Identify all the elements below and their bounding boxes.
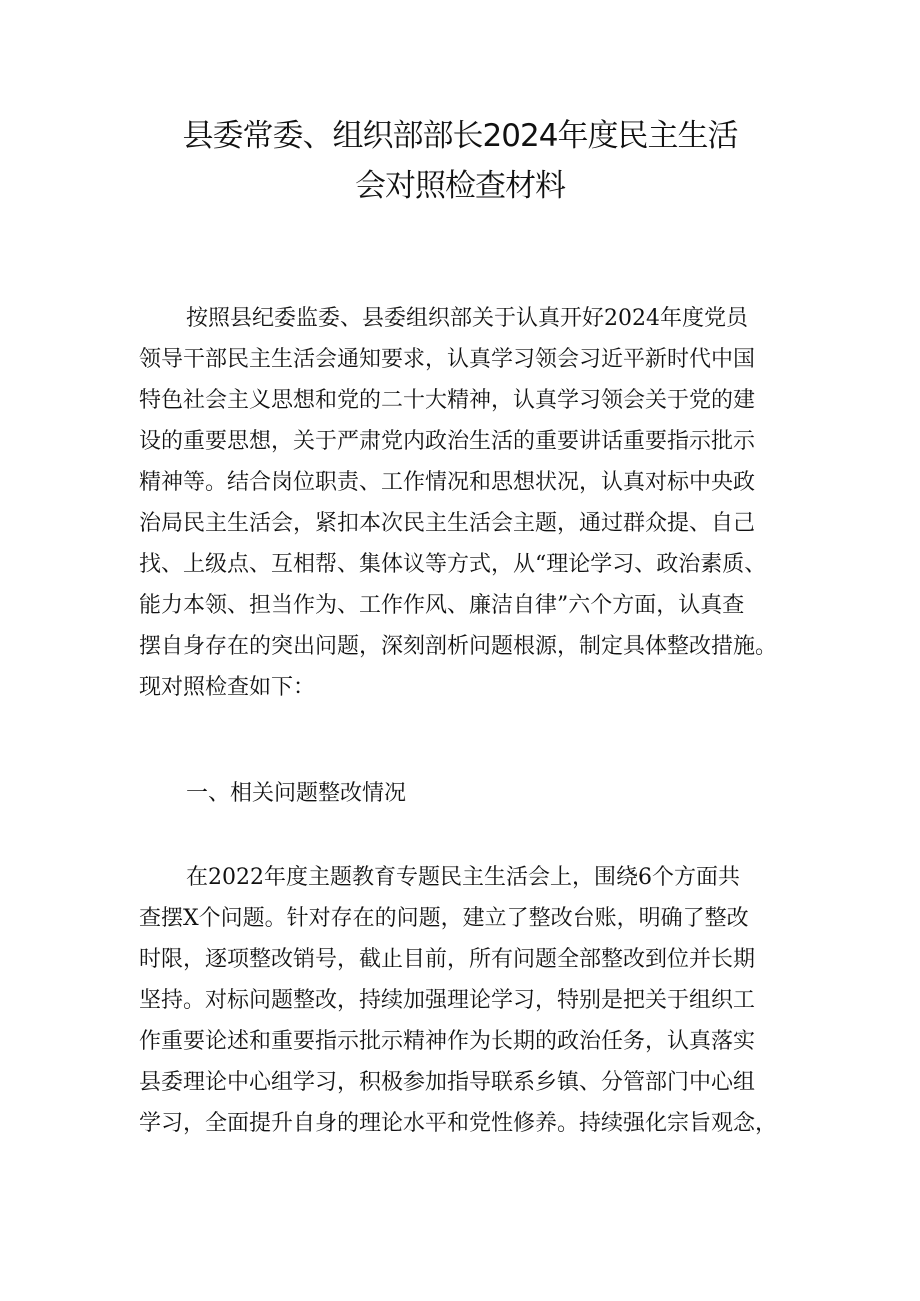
paragraph-line: 学习，全面提升自身的理论水平和党性修养。持续强化宗旨观念， xyxy=(139,1111,778,1136)
paragraph-line: 县委理论中心组学习，积极参加指导联系乡镇、分管部门中心组 xyxy=(139,1070,756,1095)
paragraph-rectification xyxy=(139,857,799,1144)
paragraph-line: 时限，逐项整改销号，截止目前，所有问题全部整改到位并长期 xyxy=(139,947,756,972)
paragraph-line: 特色社会主义思想和党的二十大精神，认真学习领会关于党的建 xyxy=(139,388,756,413)
paragraph-line: 在2022年度主题教育专题民主生活会上，围绕6个方面共 xyxy=(186,865,740,890)
paragraph-line: 精神等。结合岗位职责、工作情况和思想状况，认真对标中央政 xyxy=(139,470,756,495)
section-heading xyxy=(139,773,799,814)
paragraph-line: 设的重要思想，关于严肃党内政治生活的重要讲话重要指示批示 xyxy=(139,429,756,454)
paragraph-line: 治局民主生活会，紧扣本次民主生活会主题，通过群众提、自己 xyxy=(139,511,756,536)
paragraph-line: 摆自身存在的突出问题，深刻剖析问题根源，制定具体整改措施。 xyxy=(139,634,778,659)
paragraph-line: 找、上级点、互相帮、集体议等方式，从“理论学习、政治素质、 xyxy=(139,552,767,577)
paragraph-line: 查摆X个问题。针对存在的问题，建立了整改台账，明确了整改 xyxy=(139,906,749,931)
paragraph-line: 作重要论述和重要指示批示精神作为长期的政治任务，认真落实 xyxy=(139,1029,756,1054)
paragraph-line: 现对照检查如下： xyxy=(139,675,316,700)
paragraph-line: 领导干部民主生活会通知要求，认真学习领会习近平新时代中国 xyxy=(139,347,756,372)
document-title-line-2: 会对照检查材料 xyxy=(355,168,565,204)
paragraph-line: 能力本领、担当作为、工作作风、廉洁自律”六个方面，认真查 xyxy=(139,593,745,618)
paragraph-line: 按照县纪委监委、县委组织部关于认真开好2024年度党员 xyxy=(186,306,748,331)
paragraph-intro xyxy=(139,298,799,708)
section-heading-text: 一、相关问题整改情况 xyxy=(186,781,407,806)
document-title-line-1: 县委常委、组织部部长2024年度民主生活 xyxy=(182,118,738,154)
paragraph-line: 坚持。对标问题整改，持续加强理论学习，特别是把关于组织工 xyxy=(139,988,756,1013)
